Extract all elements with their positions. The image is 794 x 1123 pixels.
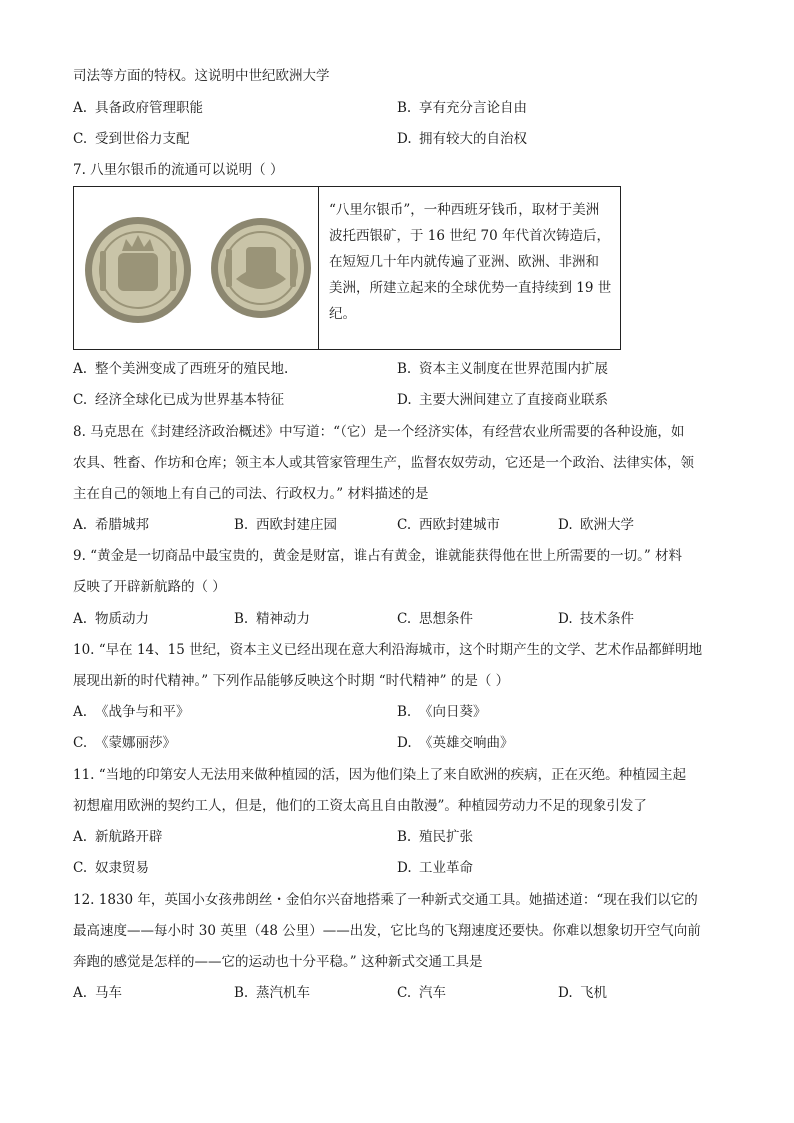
q9-stem-line: 9. “黄金是一切商品中最宝贵的，黄金是财富，谁占有黄金，谁就能获得他在世上所需要的一切。” 材料 [73,548,683,564]
coin-obverse [85,217,191,323]
q7-option-d[interactable]: D. 主要大洲间建立了直接商业联系 [397,392,608,408]
material-line: 在短短几十年内就传遍了亚洲、欧洲、非洲和 [329,254,599,270]
q12-option-b[interactable]: B. 蒸汽机车 [234,985,310,1001]
q12-option-a[interactable]: A. 马车 [73,985,122,1001]
q6-option-c[interactable]: C. 受到世俗力支配 [73,131,190,147]
q9-option-b[interactable]: B. 精神动力 [234,611,310,627]
q8-stem-line: 主在自己的领地上有自己的司法、行政权力。” 材料描述的是 [73,486,429,502]
material-line: “八里尔银币”，一种西班牙钱币，取材于美洲 [329,202,600,218]
q7-option-b[interactable]: B. 资本主义制度在世界范围内扩展 [397,361,608,377]
q11-stem-line: 11. “当地的印第安人无法用来做种植园的活，因为他们染上了来自欧洲的疾病，正在灭绝。种植园主起 [73,767,687,783]
q6-option-d[interactable]: D. 拥有较大的自治权 [397,131,527,147]
silver-coins-image [74,187,318,349]
q11-option-b[interactable]: B. 殖民扩张 [397,829,473,845]
q8-option-c[interactable]: C. 西欧封建城市 [397,517,500,533]
q10-option-d[interactable]: D. 《英雄交响曲》 [397,735,514,751]
q10-stem-line: 10. “早在 14、15 世纪，资本主义已经出现在意大利沿海城市，这个时期产生的文学、艺术作品都鲜明地 [73,642,703,658]
q12-option-c[interactable]: C. 汽车 [397,985,446,1001]
q10-option-c[interactable]: C. 《蒙娜丽莎》 [73,735,176,751]
q6-option-b[interactable]: B. 享有充分言论自由 [397,100,527,116]
q8-stem-line: 8. 马克思在《封建经济政治概述》中写道：“（它）是一个经济实体，有经营农业所需要的各种设施，如 [73,424,685,440]
q9-stem-line: 反映了开辟新航路的（ ） [73,579,226,595]
q10-stem-line: 展现出新的时代精神。” 下列作品能够反映这个时期 “时代精神” 的是（ ） [73,673,510,689]
q10-option-a[interactable]: A. 《战争与和平》 [73,704,190,720]
material-line: 波托西银矿，于 16 世纪 70 年代首次铸造后， [329,228,611,244]
q9-option-d[interactable]: D. 技术条件 [558,611,634,627]
q8-option-a[interactable]: A. 希腊城邦 [73,517,149,533]
q8-stem-line: 农具、牲畜、作坊和仓库；领主本人或其管家管理生产，监督农奴劳动，它还是一个政治、法律实体，领 [73,455,694,471]
q7-option-c[interactable]: C. 经济全球化已成为世界基本特征 [73,392,284,408]
q6-stem-tail: 司法等方面的特权。这说明中世纪欧洲大学 [73,68,330,84]
q8-option-b[interactable]: B. 西欧封建庄园 [234,517,337,533]
q8-option-d[interactable]: D. 欧洲大学 [558,517,634,533]
q11-option-c[interactable]: C. 奴隶贸易 [73,860,149,876]
q7-stem: 7. 八里尔银币的流通可以说明（ ） [73,162,284,178]
q10-option-b[interactable]: B. 《向日葵》 [397,704,487,720]
q9-option-a[interactable]: A. 物质动力 [73,611,149,627]
coin-image-cell [74,187,319,349]
q11-stem-line: 初想雇用欧洲的契约工人，但是，他们的工资太高且自由散漫”。种植园劳动力不足的现象引发了 [73,798,647,814]
q12-stem-line: 奔跑的感觉是怎样的——它的运动也十分平稳。” 这种新式交通工具是 [73,954,483,970]
q7-material-table [73,186,621,350]
q12-option-d[interactable]: D. 飞机 [558,985,607,1001]
q7-option-a[interactable]: A. 整个美洲变成了西班牙的殖民地. [73,361,289,377]
coin-description-cell [319,187,620,349]
q9-option-c[interactable]: C. 思想条件 [397,611,473,627]
q11-option-d[interactable]: D. 工业革命 [397,860,473,876]
q6-option-a[interactable]: A. 具备政府管理职能 [73,100,203,116]
q12-stem-line: 最高速度——每小时 30 英里（48 公里）——出发，它比鸟的飞翔速度还要快。你难以想象切开空气向前 [73,923,701,939]
q11-option-a[interactable]: A. 新航路开辟 [73,829,163,845]
q12-stem-line: 12. 1830 年，英国小女孩弗朗丝・金伯尔兴奋地搭乘了一种新式交通工具。她描述道：“现在我们以它的 [73,892,698,908]
material-line: 纪。 [329,306,356,322]
coin-reverse [211,218,311,318]
material-line: 美洲，所建立起来的全球优势一直持续到 19 世 [329,280,612,296]
